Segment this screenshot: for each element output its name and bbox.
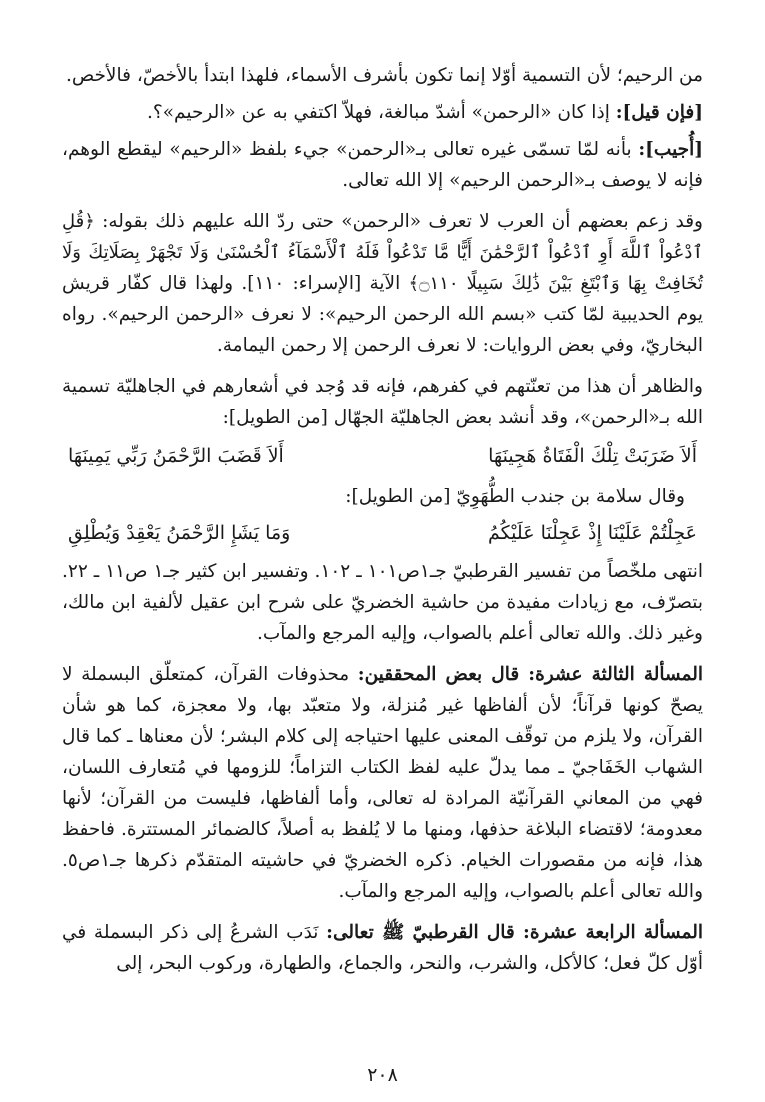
paragraph-poetry-intro	[62, 371, 703, 433]
poem-2-second-hemistich: وَمَا يَشَإِ الرَّحْمَنُ يَعْقِدْ وَيُطْلِقِ	[68, 522, 291, 544]
page-number: ٢٠٨	[367, 1064, 398, 1086]
paragraph-issue-14	[62, 917, 703, 979]
answer-text: بأنه لمّا تسمّى غيره تعالى بـ«الرحمن» جيء بلفظ «الرحيم» ليقطع الوهم، فإنه لا يوصف بـ«الرحمن الرحيم» إلا الله تعالى.	[62, 139, 703, 191]
quran-verse: ﴿قُلِ ٱدْعُواْ ٱللَّهَ أَوِ ٱدْعُواْ ٱلرَّحْمَٰنَ أَيًّا مَّا تَدْعُواْ فَلَهُ ٱلْأَسْمَآءُ ٱلْحُسْنَىٰ وَلَا تَجْهَرْ بِصَلَاتِكَ وَلَا تُخَافِتْ بِهَا وَٱبْتَغِ بَيْنَ ذَٰلِكَ سَبِيلًا ۝١١٠﴾	[62, 211, 703, 294]
paragraph-objection	[62, 97, 703, 128]
objection-heading: [فإن قيل]:	[615, 102, 703, 123]
second-poet-text: وقال سلامة بن جندب الطُّهَوِيّ [من الطويل]:	[345, 486, 685, 507]
paragraph-quran-citation	[62, 206, 703, 361]
poem-1-second-hemistich: أَلاَ قَضَبَ الرَّحْمَنُ رَبِّي يَمِينَهَا	[68, 445, 284, 467]
poem-1-first-hemistich: أَلاَ ضَرَبَتْ تِلْكَ الْفَتَاةُ هَجِينَهَا	[488, 445, 697, 467]
poem-line-1	[62, 439, 703, 473]
paragraph-second-poet	[62, 481, 703, 512]
issue-14-text: نَدَب الشرعُ إلى ذكر البسملة في أوّل كلّ فعل؛ كالأكل، والشرب، والنحر، والجماع، والطهارة، وركوب البحر، إلى	[62, 922, 703, 974]
answer-heading: [أُجيب]:	[638, 139, 703, 160]
issue-13-heading: المسألة الثالثة عشرة: قال بعض المحققين:	[357, 664, 703, 685]
poetry-intro-text: والظاهر أن هذا من تعنّتهم في كفرهم، فإنه قد وُجد في أشعارهم في الجاهليّة تسمية الله بـ«الرحمن»، وقد أنشد بعض الجاهليّة الجهّال [من الطويل]:	[62, 376, 703, 428]
issue-14-heading: المسألة الرابعة عشرة: قال القرطبيّ ﷺ تعالى:	[326, 922, 704, 943]
paragraph-summary	[62, 556, 703, 649]
poem-line-2	[62, 516, 703, 550]
citation-intro: وقد زعم بعضهم أن العرب لا تعرف «الرحمن» حتى ردّ الله عليهم ذلك بقوله:	[102, 211, 703, 232]
issue-13-text: محذوفات القرآن، كمتعلّق البسملة لا يصحّ كونها قرآناً؛ لأن ألفاظها غير مُنزلة، ولا متعبّد بها، ولا معجزة، كما هو شأن القرآن، ولا يلزم من توقّف المعنى عليها احتياجه إلى كلام البشر؛ لأن معناها ـ كما قال الشهاب الخَفَاجيّ ـ مما يدلّ عليه لفظ الكتاب التزاماً؛ للزومها في مُتعارف اللسان، فهي من المعاني القرآنيّة المرادة له تعالى، وأما ألفاظها، فليست من القرآن؛ لأنها معدومة؛ لاقتضاء البلاغة حذفها، ومنها ما لا يُلفظ به أصلاً، كالضمائر المستترة. فاحفظ هذا، فإنه من مقصورات الخيام. ذكره الخضريّ في حاشيته المتقدّم ذكرها جـ١ص٥. والله تعالى أعلم بالصواب، وإليه المرجع والمآب.	[62, 664, 703, 902]
objection-text: إذا كان «الرحمن» أشدّ مبالغة، فهلاّ اكتفي به عن «الرحيم»؟.	[147, 102, 616, 123]
paragraph-answer	[62, 134, 703, 196]
paragraph-1	[62, 60, 703, 91]
paragraph-issue-13	[62, 659, 703, 907]
summary-text: انتهى ملخّصاً من تفسير القرطبيّ جـ١ص١٠١ ـ ١٠٢. وتفسير ابن كثير جـ١ ص١١ ـ ٢٢. بتصرّف، مع زيادات مفيدة من حاشية الخضريّ على شرح ابن عقيل لألفية ابن مالك، وغير ذلك. والله تعالى أعلم بالصواب، وإليه المرجع والمآب.	[62, 561, 704, 644]
poem-2-first-hemistich: عَجِلْتُمْ عَلَيْنَا إِذْ عَجِلْنَا عَلَيْكُمُ	[488, 522, 697, 544]
citation-rest: الآية [الإسراء: ١١٠]. ولهذا قال كفّار قريش يوم الحديبية لمّا كتب «بسم الله الرحمن الرحيم»: لا نعرف «الرحمن الرحيم». رواه البخاريّ، وفي بعض الروايات: لا نعرف الرحمن إلا رحمن اليمامة.	[62, 273, 703, 356]
paragraph-1-text: من الرحيم؛ لأن التسمية أوّلا إنما تكون بأشرف الأسماء، فلهذا ابتدأ بالأخصّ، فالأخص.	[65, 65, 703, 86]
